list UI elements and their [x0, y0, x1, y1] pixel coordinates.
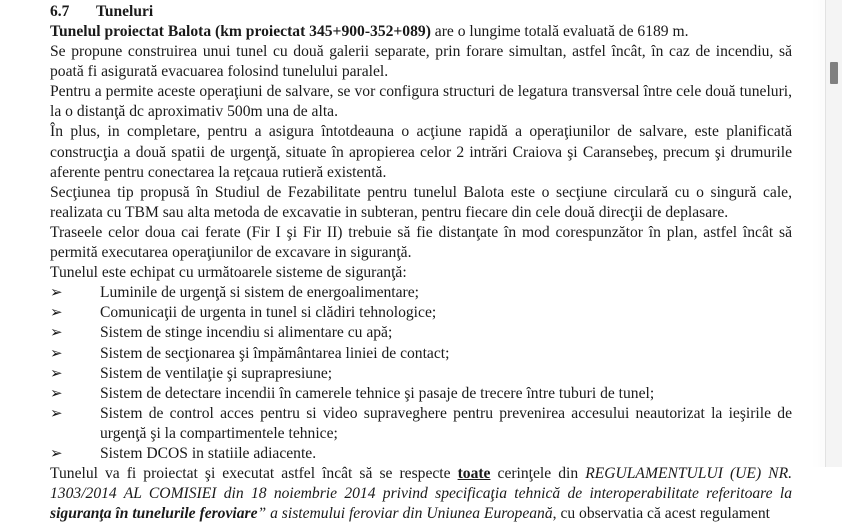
paragraph-two-galleries: Se propune construirea unui tunel cu două galerii separate, prin forare simultan, astfel încât, în caz de incendiu, să poată fi asigurată evacuarea folosind tunelului paralel. — [50, 43, 792, 81]
list-item — [50, 303, 792, 323]
page-edge-shadow — [812, 0, 826, 467]
regulation-title: REGULAMENTULUI (UE) NR. 1303/2014 AL COMISIEI din 18 noiembrie 2014 privind specificaţia tehnică de interoperabilitate referitoare la — [50, 465, 792, 503]
list-item-label: Luminile de urgenţă si sistem de energoalimentare; — [100, 284, 420, 302]
paragraph-section-type: Secţiunea tip propusă în Studiul de Fezabilitate pentru tunelul Balota este o secţiune circulară cu o singură cale, realizata cu TBM sau alta metoda de excavatie in subteran, pentru fiecare din cele două direcţii de deplasare. — [50, 183, 792, 221]
safety-systems-list — [50, 283, 792, 464]
list-item — [50, 444, 792, 464]
list-item-label: Sistem de detectare incendii în camerele tehnice şi pasaje de trecere între tuburi de tunel; — [100, 384, 655, 402]
tunnel-balota-label: Tunelul proiectat Balota (km proiectat 345+900-352+089) — [50, 23, 431, 40]
list-item-label: Sistem de secţionarea şi împământarea liniei de contact; — [100, 344, 450, 362]
arrowhead-bullet-icon: ➢ — [50, 283, 63, 302]
list-item — [50, 364, 792, 384]
scrollbar-thumb[interactable] — [830, 62, 838, 84]
arrowhead-bullet-icon: ➢ — [50, 323, 63, 342]
tunnel-balota-length: are o lungime totală evaluată de 6189 m. — [430, 23, 689, 40]
regulation-scope: ” a sistemului feroviar din Uniunea Europeană — [257, 505, 553, 523]
paragraph-cross-passages: Pentru a permite aceste operaţiuni de salvare, se vor configura structuri de legatura transversal între cele două tuneluri, la o distanţă dc aproximativ 500m una de alta. — [50, 83, 792, 121]
regulation-connector: cerinţele din — [490, 465, 586, 483]
paragraph-tunnel-balota — [50, 22, 792, 42]
list-item-label: Sistem de control acces pentru si video supraveghere pentru prevenirea accesului neautorizat la ieşirile de urgenţă şi la compartimentele tehnice; — [100, 404, 792, 442]
list-item-label: Sistem DCOS in statiile adiacente. — [100, 444, 317, 462]
list-item — [50, 404, 792, 444]
list-item — [50, 384, 792, 404]
section-number: 6.7 — [50, 3, 70, 20]
section-title: Tuneluri — [96, 3, 154, 20]
document-content — [50, 0, 792, 524]
list-item-label: Comunicaţii de urgenta in tunel si clădiri tehnologice; — [100, 304, 437, 322]
list-item — [50, 283, 792, 303]
arrowhead-bullet-icon: ➢ — [50, 383, 63, 402]
list-item — [50, 323, 792, 343]
arrowhead-bullet-icon: ➢ — [50, 403, 63, 422]
list-item — [50, 344, 792, 364]
arrowhead-bullet-icon: ➢ — [50, 343, 63, 362]
regulation-subject: siguranţa în tunelurile feroviare — [50, 505, 258, 523]
paragraph-track-spacing: Traseele celor doua cai ferate (Fir I şi Fir II) trebuie să fie distanţate în mod corespunzător în plan, astfel încât să permită executarea operaţiunilor de excavare in siguranţă. — [50, 223, 792, 262]
list-item-label: Sistem de stinge incendiu si alimentare cu apă; — [100, 324, 393, 342]
arrowhead-bullet-icon: ➢ — [50, 303, 63, 322]
arrowhead-bullet-icon: ➢ — [50, 443, 63, 462]
list-item-label: Sistem de ventilaţie şi suprapresiune; — [100, 364, 333, 382]
section-heading — [50, 2, 792, 22]
vertical-scrollbar[interactable] — [825, 0, 842, 467]
regulation-intro: Tunelul va fi proiectat şi executat astfel încât să se respecte — [50, 465, 458, 483]
paragraph-safety-intro: Tunelul este echipat cu următoarele sisteme de siguranţă: — [50, 264, 407, 282]
paragraph-regulation-compliance — [50, 464, 792, 524]
paragraph-emergency-areas: În plus, in completare, pentru a asigura întotdeauna o acţiune rapidă a operaţiunilor de salvare, este planificată construcţia a două spatii de urgenţă, situate în apropierea celor 2 intrări Craiova şi Caransebeş, precum şi drumurile aferente pentru conectarea la reţcaua rutieră existentă. — [50, 123, 792, 181]
regulation-note: , cu observatia că acest regulament — [552, 505, 770, 523]
regulation-emphasis: toate — [457, 465, 491, 483]
arrowhead-bullet-icon: ➢ — [50, 363, 63, 382]
